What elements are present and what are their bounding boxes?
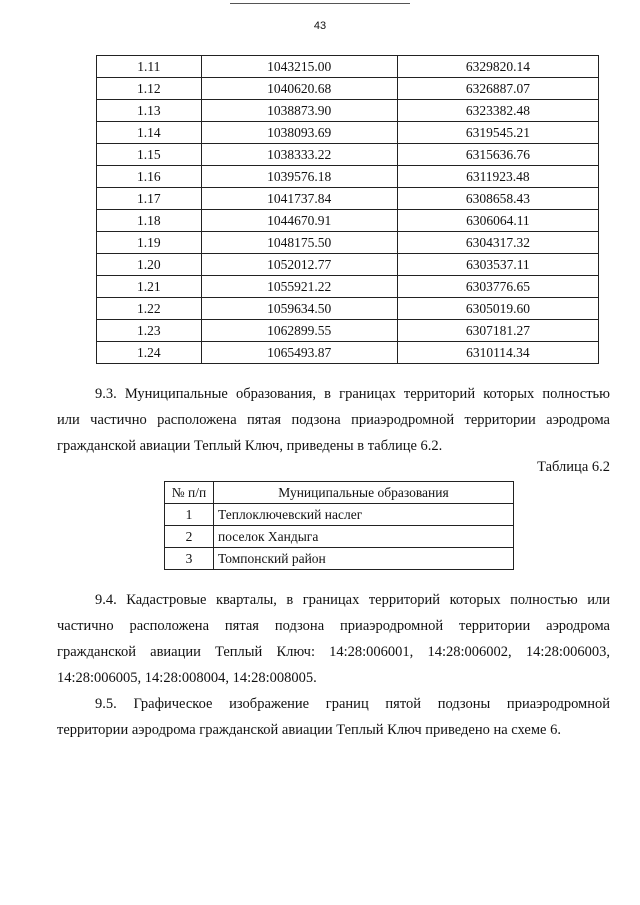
table-row [97,166,599,188]
point-number-cell: 1.16 [97,166,202,188]
point-number-cell: 1.19 [97,232,202,254]
y-coordinate-cell: 6310114.34 [397,342,598,364]
cell-name: Томпонский район [214,548,514,570]
x-coordinate-cell: 1059634.50 [201,298,397,320]
table-header-row [165,482,514,504]
point-number-cell: 1.24 [97,342,202,364]
table-row [97,254,599,276]
table-row [97,298,599,320]
x-coordinate-cell: 1038333.22 [201,144,397,166]
point-number-cell: 1.13 [97,100,202,122]
y-coordinate-cell: 6303776.65 [397,276,598,298]
x-coordinate-cell: 1062899.55 [201,320,397,342]
point-number-cell: 1.17 [97,188,202,210]
table-row [97,100,599,122]
table-row [97,320,599,342]
paragraph-line: 9.3. Муниципальные образования, в границах территорий которых полностью [95,386,610,402]
y-coordinate-cell: 6319545.21 [397,122,598,144]
paragraph-9-4 [57,587,610,691]
table-row [97,122,599,144]
x-coordinate-cell: 1052012.77 [201,254,397,276]
y-coordinate-cell: 6326887.07 [397,78,598,100]
y-coordinate-cell: 6304317.32 [397,232,598,254]
municipalities-table [164,481,514,570]
table-row [97,210,599,232]
cell-name: Теплоключевский наслег [214,504,514,526]
cell-num: 3 [165,548,214,570]
paragraph-9-3 [57,381,610,459]
y-coordinate-cell: 6311923.48 [397,166,598,188]
table-row [165,504,514,526]
table-caption: Таблица 6.2 [537,459,610,475]
table-row [97,232,599,254]
point-number-cell: 1.15 [97,144,202,166]
table-row [97,56,599,78]
paragraph-line: территории аэродрома гражданской авиации Теплый Ключ приведено на схеме 6. [57,722,561,738]
table-row [97,144,599,166]
table-row [97,342,599,364]
x-coordinate-cell: 1055921.22 [201,276,397,298]
y-coordinate-cell: 6305019.60 [397,298,598,320]
paragraph-line: или частично расположена пятая подзона приаэродромной территории аэродрома [57,412,610,428]
table-row [165,526,514,548]
table-row [97,78,599,100]
header-num: № п/п [165,482,214,504]
cell-num: 1 [165,504,214,526]
y-coordinate-cell: 6303537.11 [397,254,598,276]
y-coordinate-cell: 6315636.76 [397,144,598,166]
x-coordinate-cell: 1044670.91 [201,210,397,232]
x-coordinate-cell: 1038873.90 [201,100,397,122]
y-coordinate-cell: 6308658.43 [397,188,598,210]
paragraph-line: 9.5. Графическое изображение границ пятой подзоны приаэродромной [95,696,610,712]
coordinates-table [96,55,599,364]
point-number-cell: 1.11 [97,56,202,78]
page-number: 43 [313,20,327,32]
point-number-cell: 1.23 [97,320,202,342]
y-coordinate-cell: 6329820.14 [397,56,598,78]
cell-num: 2 [165,526,214,548]
paragraph-line: 14:28:006005, 14:28:008004, 14:28:008005. [57,670,317,686]
x-coordinate-cell: 1043215.00 [201,56,397,78]
x-coordinate-cell: 1040620.68 [201,78,397,100]
x-coordinate-cell: 1039576.18 [201,166,397,188]
table-row [97,188,599,210]
paragraph-9-5 [57,691,610,743]
x-coordinate-cell: 1048175.50 [201,232,397,254]
paragraph-line: гражданской авиации Теплый Ключ: 14:28:006001, 14:28:006002, 14:28:006003, [57,644,610,660]
table-row [97,276,599,298]
paragraph-line: частично расположена пятая подзона приаэродромной территории аэродрома [57,618,610,634]
y-coordinate-cell: 6307181.27 [397,320,598,342]
point-number-cell: 1.22 [97,298,202,320]
y-coordinate-cell: 6306064.11 [397,210,598,232]
point-number-cell: 1.18 [97,210,202,232]
point-number-cell: 1.20 [97,254,202,276]
paragraph-line: гражданской авиации Теплый Ключ, приведены в таблице 6.2. [57,438,443,454]
x-coordinate-cell: 1065493.87 [201,342,397,364]
x-coordinate-cell: 1038093.69 [201,122,397,144]
point-number-cell: 1.12 [97,78,202,100]
paragraph-line: 9.4. Кадастровые кварталы, в границах территорий которых полностью или [95,592,610,608]
x-coordinate-cell: 1041737.84 [201,188,397,210]
y-coordinate-cell: 6323382.48 [397,100,598,122]
table-row [165,548,514,570]
cell-name: поселок Хандыга [214,526,514,548]
top-rule [230,3,410,4]
point-number-cell: 1.14 [97,122,202,144]
point-number-cell: 1.21 [97,276,202,298]
header-name: Муниципальные образования [214,482,514,504]
